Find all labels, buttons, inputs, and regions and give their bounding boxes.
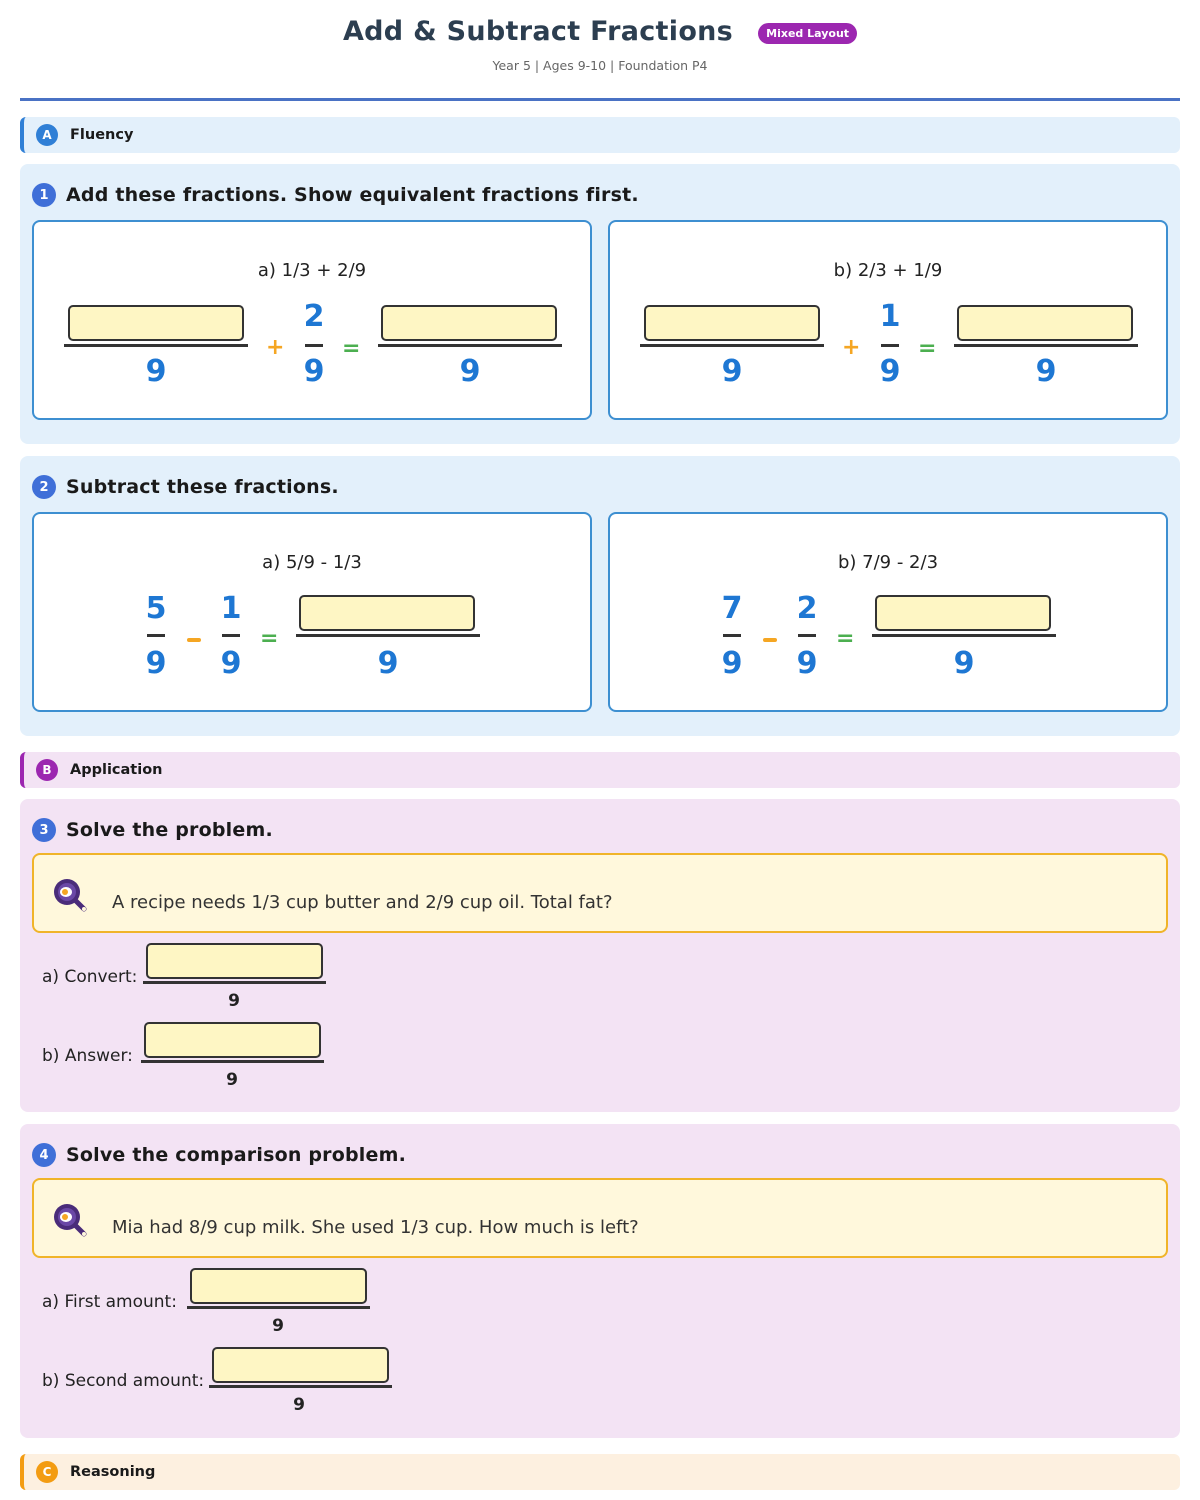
answer-numerator-input[interactable] xyxy=(144,1022,321,1058)
fraction-bar xyxy=(209,1385,392,1388)
word-problem-text: Mia had 8/9 cup milk. She used 1/3 cup. How much is left? xyxy=(112,1216,639,1238)
fraction-bar xyxy=(872,634,1056,637)
numerator: 7 xyxy=(721,591,743,626)
equals-operator: = xyxy=(836,626,855,651)
equals-operator: = xyxy=(260,626,279,651)
numerator-input[interactable] xyxy=(957,305,1133,341)
question-number-badge: 3 xyxy=(32,818,56,842)
question-prompt: Subtract these fractions. xyxy=(66,476,339,498)
fraction-bar xyxy=(305,344,323,347)
denominator: 9 xyxy=(721,354,743,389)
question-2-header xyxy=(32,475,339,499)
denominator: 9 xyxy=(293,1395,305,1415)
numerator-input[interactable] xyxy=(644,305,820,341)
section-letter-badge: B xyxy=(36,759,58,781)
fraction-bar xyxy=(141,1060,324,1063)
fraction-card-2a xyxy=(32,512,592,712)
fraction-card-1a xyxy=(32,220,592,420)
fraction-bar xyxy=(187,1306,370,1309)
section-letter-badge: C xyxy=(36,1461,58,1483)
fraction-bar xyxy=(881,344,899,347)
section-banner-reasoning xyxy=(20,1454,1180,1490)
word-problem-box xyxy=(32,1178,1168,1258)
frying-pan-egg-icon xyxy=(52,1202,88,1238)
page-subtitle: Year 5 | Ages 9-10 | Foundation P4 xyxy=(492,58,708,73)
equals-operator: = xyxy=(918,336,937,361)
denominator: 9 xyxy=(459,354,481,389)
denominator: 9 xyxy=(303,354,325,389)
numerator: 1 xyxy=(220,591,242,626)
section-label: Reasoning xyxy=(70,1464,156,1480)
equals-operator: = xyxy=(342,336,361,361)
minus-operator xyxy=(763,638,777,642)
numerator-input[interactable] xyxy=(68,305,244,341)
second-amount-numerator-input[interactable] xyxy=(212,1347,389,1383)
fraction-bar xyxy=(147,634,165,637)
worksheet-header xyxy=(0,0,1200,102)
question-3-header xyxy=(32,818,273,842)
denominator: 9 xyxy=(145,354,167,389)
frying-pan-egg-icon xyxy=(52,877,88,913)
fraction-bar xyxy=(296,634,480,637)
denominator: 9 xyxy=(953,646,975,681)
fraction-bar xyxy=(640,344,824,347)
fraction-card-1b xyxy=(608,220,1168,420)
fraction-bar xyxy=(723,634,741,637)
question-number-badge: 4 xyxy=(32,1143,56,1167)
fraction-bar xyxy=(64,344,248,347)
title-row xyxy=(0,16,1200,47)
question-number-badge: 2 xyxy=(32,475,56,499)
section-letter-badge: A xyxy=(36,124,58,146)
problem-label: a) 5/9 - 1/3 xyxy=(262,552,362,573)
numerator-input[interactable] xyxy=(875,595,1051,631)
answer-label: a) First amount: xyxy=(42,1292,177,1312)
question-4-header xyxy=(32,1143,406,1167)
section-label: Application xyxy=(70,762,163,778)
numerator: 2 xyxy=(303,299,325,334)
minus-operator xyxy=(187,638,201,642)
question-prompt: Solve the problem. xyxy=(66,819,273,841)
plus-operator: + xyxy=(842,335,861,360)
word-problem-text: A recipe needs 1/3 cup butter and 2/9 cup oil. Total fat? xyxy=(112,891,613,913)
header-divider xyxy=(20,98,1180,101)
denominator: 9 xyxy=(879,354,901,389)
denominator: 9 xyxy=(226,1070,238,1090)
layout-badge: Mixed Layout xyxy=(758,23,857,44)
question-2-panel xyxy=(20,456,1180,736)
fraction-card-2b xyxy=(608,512,1168,712)
denominator: 9 xyxy=(1035,354,1057,389)
denominator: 9 xyxy=(272,1316,284,1336)
section-label: Fluency xyxy=(70,127,134,143)
numerator-input[interactable] xyxy=(381,305,557,341)
fraction-bar xyxy=(143,981,326,984)
answer-label: b) Answer: xyxy=(42,1046,133,1066)
fraction-bar xyxy=(798,634,816,637)
word-problem-box xyxy=(32,853,1168,933)
fraction-bar xyxy=(954,344,1138,347)
page-title: Add & Subtract Fractions xyxy=(342,16,734,47)
problem-label: a) 1/3 + 2/9 xyxy=(257,260,367,281)
question-number-badge: 1 xyxy=(32,183,56,207)
fraction-bar xyxy=(222,634,240,637)
numerator: 2 xyxy=(796,591,818,626)
question-1-header xyxy=(32,183,639,207)
numerator: 5 xyxy=(145,591,167,626)
question-prompt: Add these fractions. Show equivalent fractions first. xyxy=(66,184,639,206)
answer-label: b) Second amount: xyxy=(42,1371,205,1391)
first-amount-numerator-input[interactable] xyxy=(190,1268,367,1304)
question-prompt: Solve the comparison problem. xyxy=(66,1144,407,1166)
denominator: 9 xyxy=(228,991,240,1011)
denominator: 9 xyxy=(721,646,743,681)
fraction-bar xyxy=(378,344,562,347)
section-banner-application xyxy=(20,752,1180,788)
numerator-input[interactable] xyxy=(299,595,475,631)
plus-operator: + xyxy=(266,335,285,360)
section-banner-fluency xyxy=(20,117,1180,153)
question-3-panel xyxy=(20,799,1180,1112)
denominator: 9 xyxy=(796,646,818,681)
problem-label: b) 2/3 + 1/9 xyxy=(833,260,943,281)
question-4-panel xyxy=(20,1124,1180,1438)
answer-label: a) Convert: xyxy=(42,967,138,987)
question-1-panel xyxy=(20,164,1180,444)
denominator: 9 xyxy=(220,646,242,681)
problem-label: b) 7/9 - 2/3 xyxy=(837,552,939,573)
numerator: 1 xyxy=(879,299,901,334)
denominator: 9 xyxy=(145,646,167,681)
denominator: 9 xyxy=(377,646,399,681)
convert-numerator-input[interactable] xyxy=(146,943,323,979)
